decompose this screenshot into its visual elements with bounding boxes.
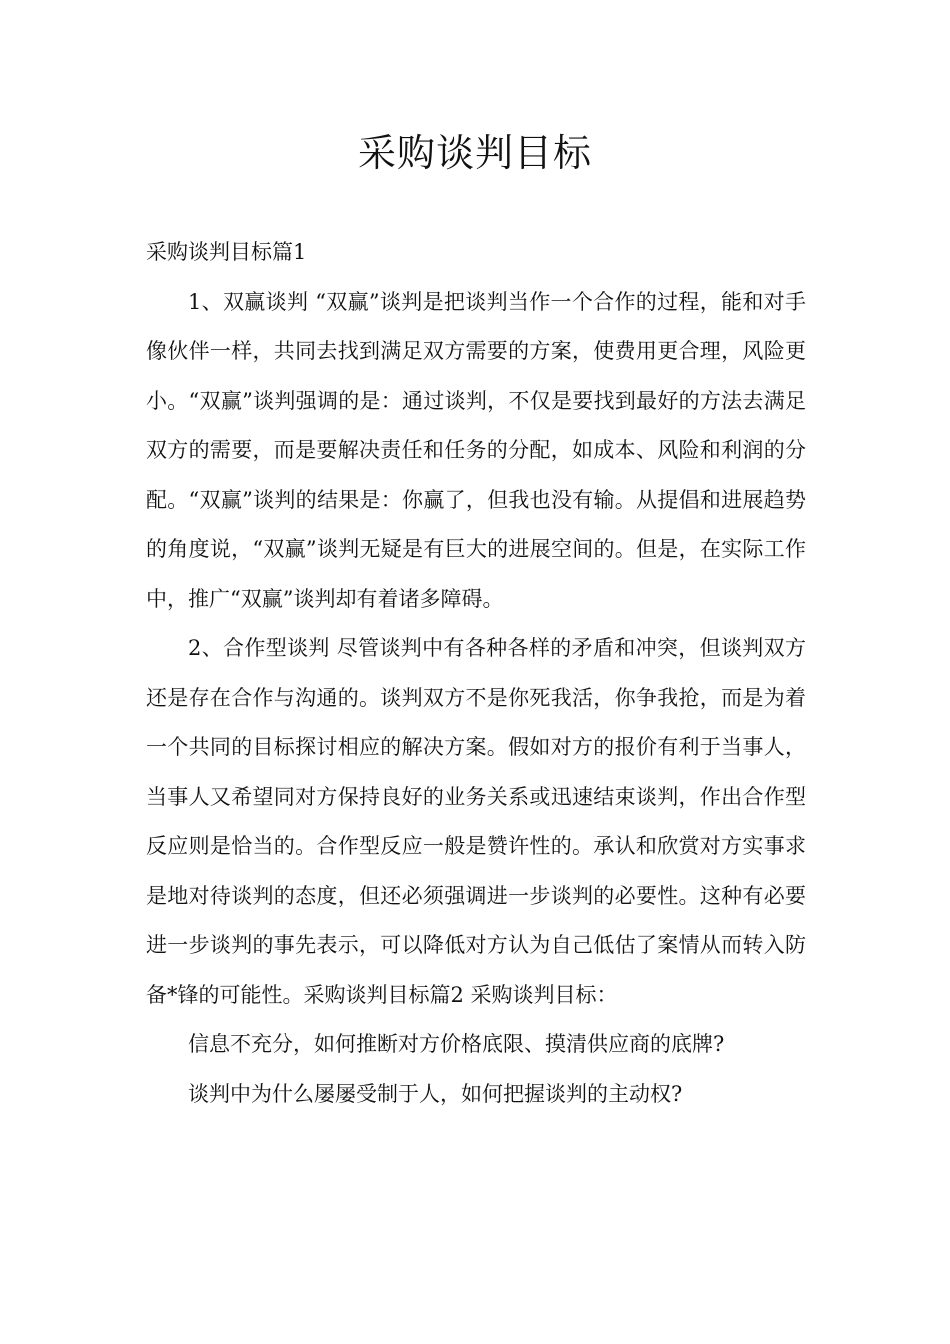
document-title: 采购谈判目标 xyxy=(357,131,592,175)
document-body xyxy=(146,228,806,1119)
paragraph-question-1: 信息不充分，如何推断对方价格底限、摸清供应商的底牌? xyxy=(188,1032,725,1056)
paragraph-cooperative: 2、合作型谈判 尽管谈判中有各种各样的矛盾和冲突，但谈判双方还是存在合作与沟通的。谈判双方不是你死我活，你争我抢，而是为着一个共同的目标探讨相应的解决方案。假如对方的报价有利于当事人，当事人又希望同对方保持良好的业务关系或迅速结束谈判，作出合作型反应则是恰当的。合作型反应一般是赞许性的。承认和欣赏对方实事求是地对待谈判的态度，但还必须强调进一步谈判的必要性。这种有必要进一步谈判的事先表示，可以降低对方认为自己低估了案情从而转入防备*锋的可能性。采购谈判目标篇2 采购谈判目标： xyxy=(146,636,806,1007)
paragraph-question-2: 谈判中为什么屡屡受制于人，如何把握谈判的主动权? xyxy=(188,1081,683,1106)
section-heading: 采购谈判目标篇1 xyxy=(146,240,307,264)
paragraph-win-win: 1、双赢谈判 “双赢”谈判是把谈判当作一个合作的过程，能和对手像伙伴一样，共同去找到满足双方需要的方案，使费用更合理，风险更小。“双赢”谈判强调的是：通过谈判，不仅是要找到最好的方法去满足双方的需要，而是要解决责任和任务的分配，如成本、风险和利润的分配。“双赢”谈判的结果是：你赢了，但我也没有输。从提倡和进展趋势的角度说，“双赢”谈判无疑是有巨大的进展空间的。但是，在实际工作中，推广“双赢”谈判却有着诸多障碍。 xyxy=(146,289,806,611)
